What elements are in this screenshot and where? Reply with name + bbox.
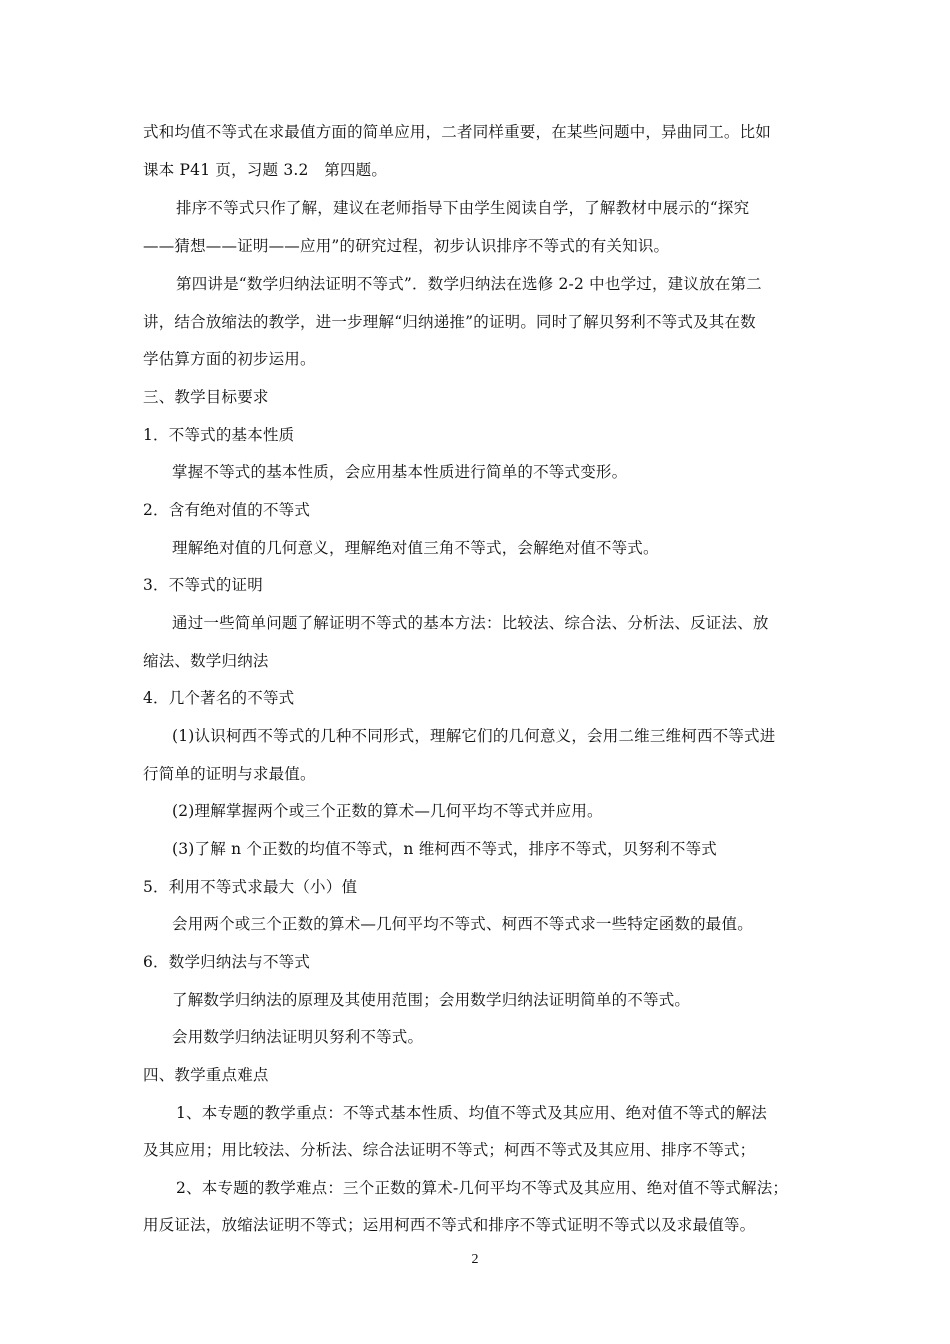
page-number: 2	[471, 1252, 479, 1267]
text-line: 用反证法，放缩法证明不等式；运用柯西不等式和排序不等式证明不等式以及求最值等。	[143, 1216, 756, 1234]
text-line: 排序不等式只作了解，建议在老师指导下由学生阅读自学，了解教材中展示的“探究	[176, 199, 750, 217]
section-heading: 四、教学重点难点	[143, 1066, 269, 1084]
subsection-heading: 6．数学归纳法与不等式	[143, 953, 311, 971]
subsection-heading: 3．不等式的证明	[143, 576, 263, 594]
text-line: ——猜想——证明——应用”的研究过程，初步认识排序不等式的有关知识。	[143, 237, 670, 255]
text-line: 会用两个或三个正数的算术—几何平均不等式、柯西不等式求一些特定函数的最值。	[172, 915, 753, 933]
text-line: 缩法、数学归纳法	[143, 652, 269, 670]
text-line: 会用数学归纳法证明贝努利不等式。	[172, 1028, 424, 1046]
text-line: 1、本专题的教学重点：不等式基本性质、均值不等式及其应用、绝对值不等式的解法	[176, 1104, 767, 1122]
text-line: 掌握不等式的基本性质，会应用基本性质进行简单的不等式变形。	[172, 463, 628, 481]
text-line: 通过一些简单问题了解证明不等式的基本方法：比较法、综合法、分析法、反证法、放	[172, 614, 769, 632]
subsection-heading: 5．利用不等式求最大（小）值	[143, 878, 358, 896]
text-line: 了解数学归纳法的原理及其使用范围；会用数学归纳法证明简单的不等式。	[172, 991, 691, 1009]
text-line: 第四讲是“数学归纳法证明不等式”．数学归纳法在选修 2-2 中也学过，建议放在第二	[176, 275, 762, 293]
subsection-heading: 4．几个著名的不等式	[143, 689, 295, 707]
text-line: (3)了解 n 个正数的均值不等式，n 维柯西不等式，排序不等式，贝努利不等式	[172, 840, 718, 858]
text-line: 学估算方面的初步运用。	[143, 350, 316, 368]
text-line: 及其应用；用比较法、分析法、综合法证明不等式；柯西不等式及其应用、排序不等式；	[143, 1141, 756, 1159]
text-line: 理解绝对值的几何意义，理解绝对值三角不等式，会解绝对值不等式。	[172, 539, 659, 557]
text-line: (1)认识柯西不等式的几种不同形式，理解它们的几何意义，会用二维三维柯西不等式进	[172, 727, 776, 745]
text-line: 行简单的证明与求最值。	[143, 765, 316, 783]
text-line: 式和均值不等式在求最值方面的简单应用，二者同样重要，在某些问题中，异曲同工。比如	[143, 123, 772, 141]
text-line: (2)理解掌握两个或三个正数的算术—几何平均不等式并应用。	[172, 802, 603, 820]
text-line: 讲，结合放缩法的教学，进一步理解“归纳递推”的证明。同时了解贝努利不等式及其在数	[143, 313, 756, 331]
text-line: 2、本专题的教学难点：三个正数的算术-几何平均不等式及其应用、绝对值不等式解法；	[176, 1179, 789, 1197]
section-heading: 三、教学目标要求	[143, 388, 269, 406]
subsection-heading: 1．不等式的基本性质	[143, 426, 295, 444]
text-line: 课本 P41 页，习题 3.2 第四题。	[143, 161, 388, 179]
subsection-heading: 2．含有绝对值的不等式	[143, 501, 311, 519]
